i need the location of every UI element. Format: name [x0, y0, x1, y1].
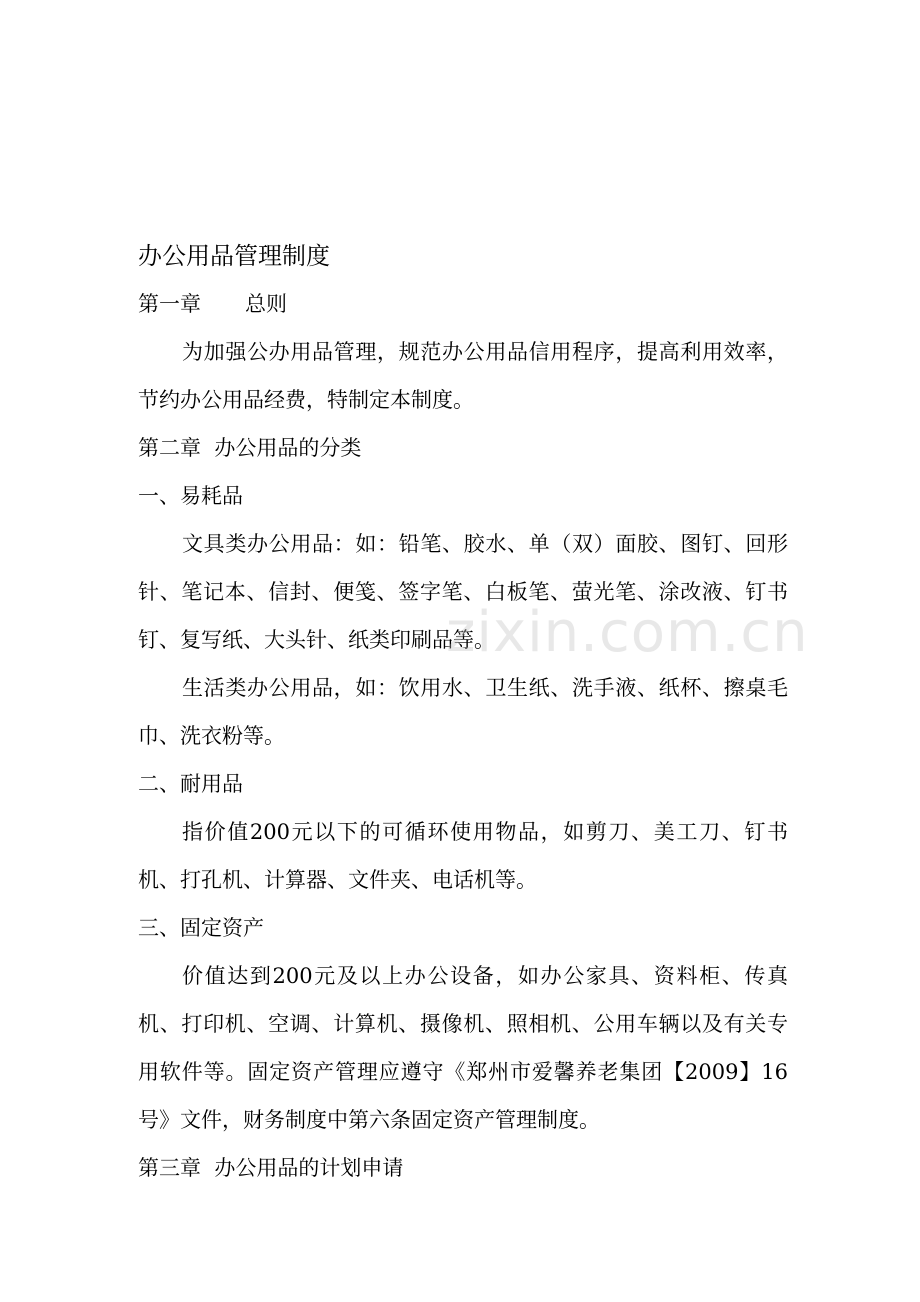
section-fixed-assets-paragraph: 价值达到200元及以上办公设备，如办公家具、资料柜、传真机、打印机、空调、计算机、摄像机、照相机、公用车辆以及有关专用软件等。固定资产管理应遵守《郑州市爱馨养老集团【2009】16号》文件，财务制度中第六条固定资产管理制度。	[138, 964, 788, 1132]
section-durables-heading: 二、耐用品	[138, 772, 243, 796]
chapter-2-heading: 第二章 办公用品的分类	[138, 436, 362, 460]
section-durables-paragraph: 指价值200元以下的可循环使用物品，如剪刀、美工刀、钉书机、打孔机、计算器、文件夹、电话机等。	[138, 820, 788, 892]
chapter-1-name: 总则	[245, 292, 287, 316]
chapter-1-paragraph: 为加强公办用品管理，规范办公用品信用程序，提高利用效率，节约办公用品经费，特制定本制度。	[138, 340, 788, 412]
section-consumables-stationery-paragraph: 文具类办公用品：如：铅笔、胶水、单（双）面胶、图钉、回形针、笔记本、信封、便笺、签字笔、白板笔、萤光笔、涂改液、钉书钉、复写纸、大头针、纸类印刷品等。	[138, 532, 788, 652]
chapter-3-heading: 第三章 办公用品的计划申请	[138, 1156, 404, 1180]
section-consumables-heading: 一、易耗品	[138, 484, 243, 508]
section-consumables-daily-paragraph: 生活类办公用品，如：饮用水、卫生纸、洗手液、纸杯、擦桌毛巾、洗衣粉等。	[138, 676, 788, 748]
document-title: 办公用品管理制度	[138, 242, 330, 270]
chapter-1-label: 第一章	[138, 292, 201, 316]
section-fixed-assets-heading: 三、固定资产	[138, 916, 264, 940]
document-body	[138, 232, 788, 1192]
watermark-text: zixin.com.cn	[446, 600, 809, 665]
chapter-1-heading	[138, 280, 788, 328]
